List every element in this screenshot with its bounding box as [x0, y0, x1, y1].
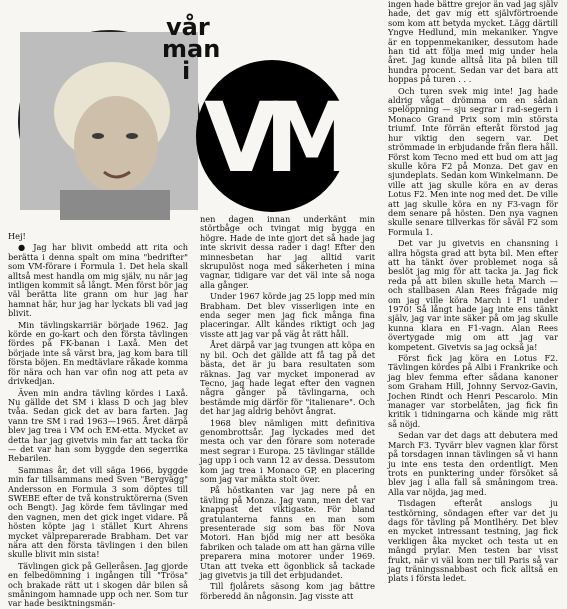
headline-word-var: vår	[166, 13, 210, 41]
paragraph: 1968 blev nämligen mitt definitiva genombrottsår. Jag lyckades med det mesta och var den förare som noterade mest segrar i Europa. 25 tävlingar ställde jag upp i och vann 12 av dessa. Dessutom kom jag trea i Monaco GP, en placering som jag var mäkta stolt över.	[200, 417, 375, 484]
paragraph: Och turen svek mig inte! Jag hade aldrig vågat drömma om en sådan spelöppning — sju segrar i rad-segern i Monaco Grand Prix som min största triumf. Inte förrän efteråt förstod jag hur viktig den segern var. Det strömmade in erbjudande från flera håll. Först kom Tecno med ett bud om att jag skulle köra F2 på Monza. Det gav en sjundeplats. Sedan kom Winkelmann. De ville att jag skulle köra en av deras Lotus F2. Men inte nog med det. De ville att jag skulle köra en ny F3-vagn för dem senare på hösten. Den nya vagnen skulle senare tillverkas för såväl F2 som Formula 1.	[388, 85, 558, 237]
article-column-1	[8, 231, 188, 609]
paragraph: Sammas år, det vill säga 1966, byggde min far tillsammans med Sven "Bergvägg" Andersson en Formula 3 som döptes till SWEBE efter de två konstruktörerna (Sven och Bengt). Jag körde fem tävlingar med den vagnen, men det gick inget vidare. På hösten köpte jag i stället Kurt Ahrens mycket välpreparerade Brabham. Det var nära att den första tävlingen i den bilen skulle blivit min sista!	[8, 464, 188, 560]
article-column-2	[200, 214, 375, 601]
paragraph: Även min andra tävling kördes i Laxå. Nu gällde det SM i klass D och jag blev tvåa. Sedan gick det av bara farten. Jag vann tre SM i rad 1963—1965. Året därpå blev jag trea i VM och EM-etta. Mycket av detta har jag givetvis min far att tacka för — det var han som byggde den segerrika Rebarilen.	[8, 387, 188, 464]
paragraph: Under 1967 körde jag 25 lopp med min Brabham. Det blev visserligen inte en enda seger men jag fick många fina placeringar. Allt kändes riktigt och jag visste att jag var på väg åt rätt håll.	[200, 291, 375, 339]
paragraph: Sedan var det dags att debutera med March F3. Tyvärr blev vagnen klar först på torsdagen innan tävlingen så vi hann ju inte ens testa den ordentligt. Men trots en punktering under försöket så blev jag i alla fall så småningom trea. Alla var nöjda, jag med.	[388, 430, 558, 497]
headline-word-man: man	[162, 35, 221, 63]
headline-word-i: i	[182, 57, 191, 85]
paragraph: nen dagen innan underkänt min störtbåge och tvingat mig bygga en högre. Hade de inte gjort det så hade jag inte skrivit dessa rader i dag! Efter den minnesbetan har jag alltid varit skrupulöst noga med säkerheten i mina vagnar, tidigare var det väl inte så noga alla gånger.	[200, 214, 375, 290]
paragraph: ● Jag har blivit ombedd att rita och berätta i denna spalt om mina "bedrifter" som VM-förare i Formula 1. Det hela skall alltså mest handla om mig själv, nu när jag intligen kommit så långt. Men först bör jag väl berätta lite grann om hur jag har hamnat här, hur jag har lyckats bli vad jag blivit.	[8, 243, 188, 318]
paragraph: Året därpå var jag tvungen att köpa en ny bil. Och det gällde att få tag på det bästa, det är ju bara resultaten som räknas. Jag var mycket imponerad av Tecno, jag hade legat efter den vagnen några gånger på tävlingarna, och bestämde mig därför för "italienare". Och det har jag aldrig behövt ångrat.	[200, 340, 375, 417]
article-column-3	[388, 0, 558, 584]
greeting: Hej!	[8, 231, 26, 241]
paragraph: Min tävlingskarriär började 1962. Jag körde en go-kart och den första tävlingen fördes på FK-banan i Laxå. Men det började inte så värst bra, jag kom bara till första böjen. En medtävlare råkade komma för nära och han var ofin nog att peta av drivkedjan.	[8, 319, 188, 387]
paragraph: Det var ju givetvis en chansning i allra högsta grad att byta bil. Men efter att ha tänkt över problemet noga så beslöt jag mig för att tacka ja. Jag fick reda på att bilen skulle heta March — och stallbasen Alan Rees frågade mig om jag ville köra March i F1 under 1970! Så långt hade jag inte ens tänkt själv, jag var inte säker på om jag skulle kunna klara en F1-vagn. Alan Rees övertygade mig om att jag var kompetent. Givetvis sa jag också ja!	[388, 238, 558, 352]
paragraph: ingen hade bättre grejor än vad jag själv hade, det gav mig ett självförtroende som kom att betyda mycket. Lägg därtill Yngve Hedlund, min mekaniker. Yngve är en toppenmekaniker, dessutom hade han tid att följa med mig under hela året. Jag kunde alltså lita på bilen till hundra procent. Sedan var det bara att hoppas på turen . . .	[388, 0, 558, 85]
paragraph: Först fick jag köra en Lotus F2. Tävlingen kördes på Albi i Frankrike och jag blev femma efter sådana kanoner som Graham Hill, Johnny Servoz-Gavin, Jochen Rindt och Henri Pescarolo. Min manager var storbelåten, jag fick fin kritik i tidningarna och kände mig rätt så nöjd.	[388, 353, 558, 429]
paragraph: Till fjolårets säsong kom jag bättre förberedd än någonsin. Jag visste att	[200, 581, 375, 601]
paragraph: Tisdagen efteråt anslogs ju testkörning, söndagen efter var det ju dags för tävling på Montlhéry. Det blev en mycket intressant testning, jag fick verkligen åka mycket och testa ut en mängd prylar. Men testen bar visst frukt, när vi väl kom ner till Paris så var jag träningssnabbast och fick alltså en plats i första ledet.	[388, 498, 558, 584]
paragraph: Tävlingen gick på Gelleråsen. Jag gjorde en felbedömning i ingången till "Trösa" och brakade rätt ut i skogen där bilen så småningom hamnade upp och ner. Som tur var hade besiktningsmän-	[8, 560, 188, 609]
vm-logo-text: VM	[204, 82, 346, 194]
paragraph: På höstkanten var jag nere på en tävling på Monza. Jag vann, men det var knappast det viktigaste. För bland gratulanterna fanns en man som presenterade sig som bas för Nova Motori. Han bjöd mig ner att besöka fabriken och talade om att han gärna ville preparera mina motorer under 1969. Utan att tveka ett ögonblick så tackade jag givetvis ja till det erbjudandet.	[200, 485, 375, 581]
